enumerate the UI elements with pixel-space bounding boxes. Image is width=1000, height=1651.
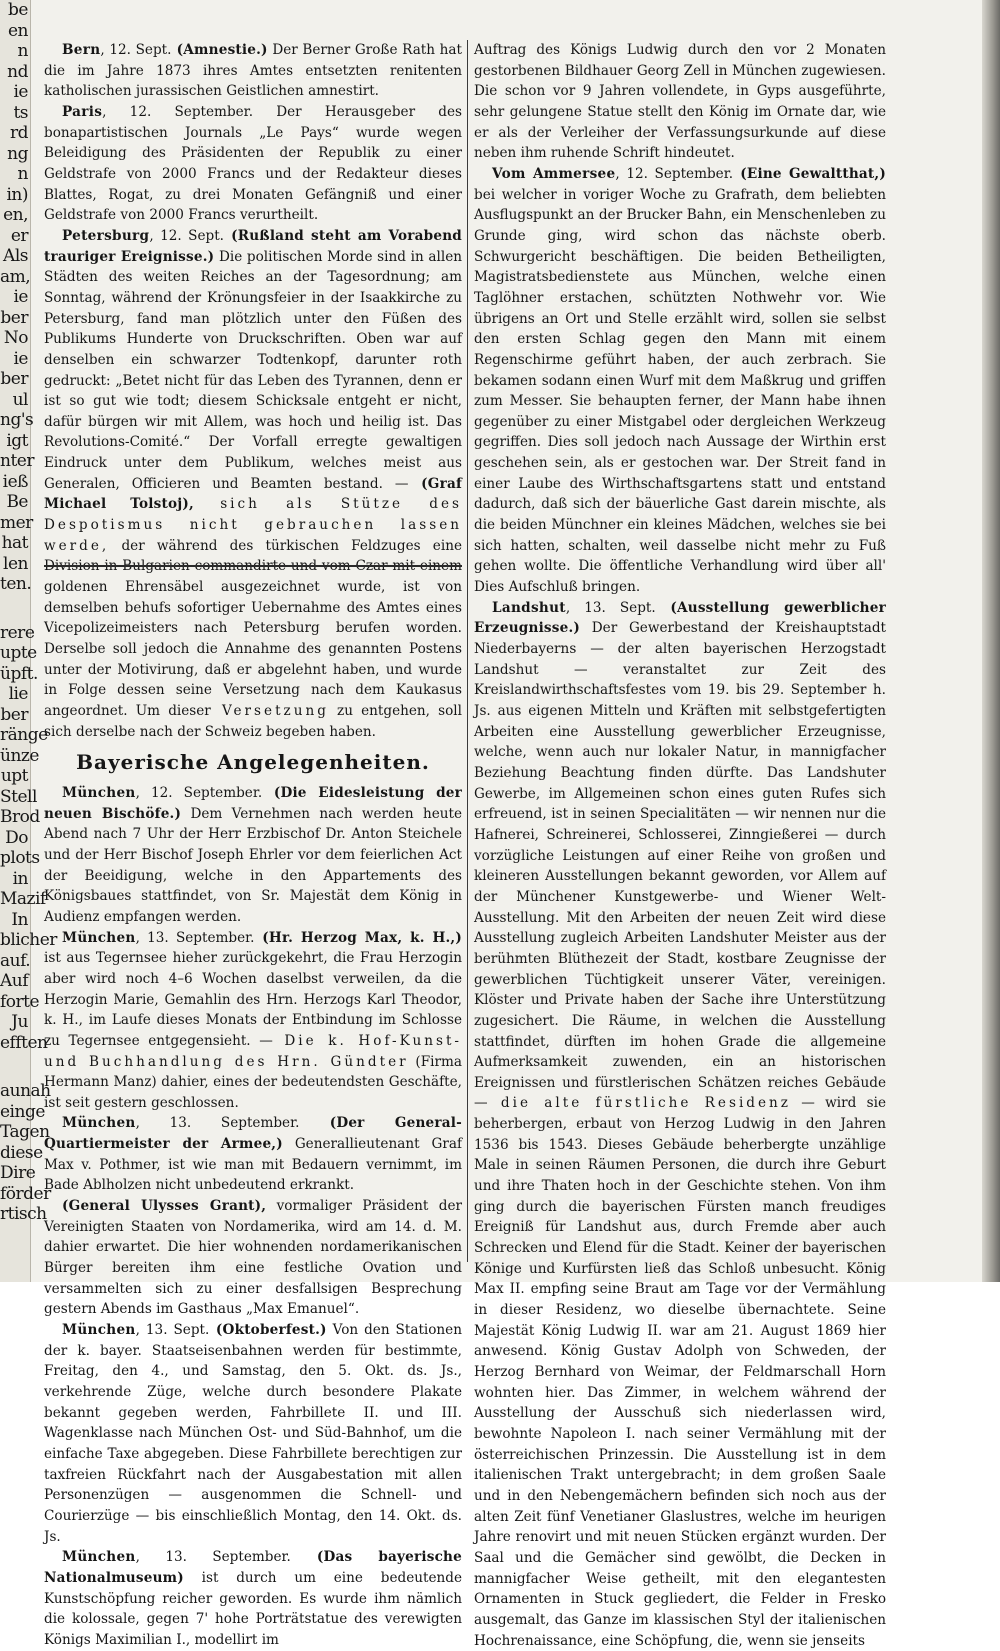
column-divider — [467, 40, 468, 1262]
margin-fragment: rere — [0, 622, 35, 643]
margin-fragment: ts — [13, 102, 28, 123]
page-edge-shadow — [982, 0, 1000, 1282]
margin-fragment: len — [3, 553, 28, 574]
right-column — [474, 40, 886, 1651]
article-date: , 12. Sept. — [149, 227, 225, 244]
margin-fragment: mer — [0, 512, 33, 533]
margin-fragment: In — [11, 909, 28, 930]
margin-fragment: Als — [3, 246, 28, 266]
article-text: vormaliger Präsident der Vereinigten Staaten von Nordamerika, wird am 14. d. M. dahier erwartet. Die hier wohnenden nordamerikanischen Bürger bereiten ihm eine festliche Ovation und versammelten sich zu einer desfallsigen Besprechung gestern Abends im Gasthaus „Max Emanuel“. — [44, 1198, 462, 1318]
margin-fragment: ng — [7, 143, 28, 164]
article-date: , 12. September. — [615, 165, 734, 182]
left-column — [44, 40, 462, 1651]
article — [44, 783, 462, 928]
article — [44, 928, 462, 1114]
article-date: , 13. Sept. — [565, 599, 656, 616]
margin-fragment — [0, 595, 30, 623]
margin-fragment: diese — [0, 1142, 43, 1163]
article-headline: (Oktoberfest.) — [209, 1322, 327, 1339]
margin-fragment: ul — [12, 389, 28, 410]
margin-fragment: Mazif — [0, 889, 46, 909]
article — [44, 1113, 462, 1196]
article — [474, 164, 886, 598]
article-text: Die politischen Morde sind in allen Städten des weiten Reiches an der Tagesordnung; am Sonntag, während der Krönungsfeier in der Isaakkirche zu Petersburg, fand man plötzlich unter den Füßen des Publikums Hunderte von Druckschriften. Oben war auf denselben ein schwarzer Todtenkopf, darunter roth gedruckt: „Betet nicht für das Leben des Tyrannen, denn er ist so gut wie todt; diesem Schicksale entgeht er nicht, dafür bürgen wir mit Allem, was hoch und heilig ist. Das Revolutions-Comité.“ Der Vorfall erregte gewaltigen Eindruck unter dem Publikum, welches meist aus Generalen, Officieren und Beamten bestand. — — [44, 248, 462, 492]
margin-fragment: upte — [0, 643, 37, 663]
margin-fragment: ränge — [0, 725, 48, 745]
article-place: München — [62, 929, 136, 946]
article-text: Von den Stationen der k. bayer. Staatseisenbahnen werden für bestimmte, Freitag, den 4., und Samstag, den 5. Okt. ds. Js., verkehrende Züge, welche durch besondere Plakate bekannt gegeben werden, Fahrbillete II. und III. Wagenklasse nach München Ost- und Süd-Bahnhof, um die einfache Taxe abgegeben. Diese Fahrbillete berechtigen zur taxfreien Rückfahrt nach der Ausgabestation mit allen Personenzügen — ausgenommen die Schnell- und Courierzüge — bis einschließlich Montag, den 14. Okt. ds. Js. — [44, 1322, 462, 1545]
margin-fragment: nter — [0, 451, 34, 471]
margin-fragment: be — [8, 0, 28, 20]
article — [44, 1196, 462, 1320]
article-place: München — [62, 1549, 136, 1566]
margin-fragment: förder — [0, 1183, 51, 1204]
margin-fragment: ber — [0, 369, 28, 389]
margin-fragment: ng's — [0, 410, 34, 430]
article-text: (Firma Hermann Manz) dahier, eines der bedeutendsten Geschäfte, ist seit gestern geschlossen. — [44, 1053, 462, 1111]
margin-fragment: aunah — [0, 1081, 51, 1101]
article-date: , 12. September. — [135, 784, 263, 801]
margin-fragment: ünze — [0, 745, 39, 766]
margin-fragment: Auf — [0, 971, 29, 991]
article — [44, 102, 462, 226]
margin-fragment: er — [10, 225, 28, 246]
margin-fragment: blicher — [0, 930, 57, 950]
margin-fragment: en — [7, 20, 28, 41]
article-text: Der Gewerbestand der Kreishauptstadt Niederbayerns — der alten bayerischen Herzogstadt Landshut — veranstaltet zur Zeit des Kreislandwirthschaftsfestes vom 19. bis 29. September h. Js. aus eigenen Mitteln und Kräften mit selbstgefertigten Arbeiten eine Ausstellung gewerblicher Erzeugnisse, welche, wenn auch nur lokaler Natur, in mannigfacher Beziehung Beachtung finden dürfte. Das Landshuter Gewerbe, im Allgemeinen schon eines guten Rufes sich erfreuend, ist in seinen Specialitäten — wir nennen nur die Hafnerei, Schreinerei, Schlosserei, Zinngießerei — durch vorzügliche Leistungen auf einer Reihe von großen und kleineren Ausstellungen bekannt geworden, vor Allem auf der Münchener Kunstgewerbe- und Wiener Welt-Ausstellung. Mit den Arbeiten der neuen Zeit wird diese Ausstellung zugleich Arbeiten Landshuter Meister aus der berühmten Blüthezeit der Stadt, kostbare Zeugnisse der gewerblichen Tüchtigkeit unserer Väter, vereinigen. Klöster und Private haben der Sache ihre Unterstützung zugesichert. Die Räume, in welchen die Ausstellung stattfindet, dürften im hohen Grade die allgemeine Aufmerksamkeit zuwenden, ein an historischen Ereignissen und fürstlerischen Schätzen reiches Gebäude — — [474, 620, 886, 1112]
article-text: zu entgehen, soll sich derselbe nach der Schweiz begeben haben. — [44, 703, 462, 740]
margin-fragment: üpft. — [0, 663, 38, 684]
margin-fragment: upt — [0, 766, 28, 786]
margin-fragment: Be — [6, 492, 28, 512]
margin-fragment: ber — [0, 704, 28, 725]
margin-fragment: ten. — [0, 574, 32, 594]
margin-fragment: Ju — [11, 1012, 28, 1032]
article-text: — wird sie beherbergen, erbaut von Herzog Ludwig in den Jahren 1536 bis 1543. Dieses Gebäude beherbergte unzählige Male in seinen Räumen Personen, die durch ihre Geburt und ihre Thaten hoch in der Geschichte stehen. Von ihm ging durch die bayerischen Fürsten manch freudiges Ereigniß für Landshut aus, durch Fremde aber auch Schrecken und Elend für die Stadt. Keiner der bayerischen Könige und Kurfürsten ließ das Schloß unbesucht. König Max II. empfing seine Braut am Tage vor der Vermählung in dieser Residenz, wo dieselbe übernachtete. Seine Majestät König Ludwig II. war am 21. August 1869 hier anwesend. König Gustav Adolph von Schweden, der Herzog Bernhard von Weimar, der Feldmarschall Horn wohnten hier. Das Zimmer, in welchem während der Ausstellung der Ausschuß sich niederlassen wird, bewohnte Napoleon I. nach seiner Vermählung mit der österreichischen Prinzessin. Die Ausstellung ist in dem italienischen Trakt untergebracht; in dem großen Saale und in den Nebengemächern befinden sich noch aus der alten Zeit fünf Venetianer Glaslustres, welche im heurigen Jahre renovirt und mit neuen Stücken ergänzt wurden. Der Saal und die Gemächer sind gewölbt, die Decken in mannigfacher Weise getheilt, mit den elegantesten Ornamenten in Stuck gegliedert, die Felder in Fresko ausgemalt, das Ganze im klassischen Styl der italienischen Hochrenaissance, eine Schöpfung, die, wenn sie jenseits — [474, 1095, 887, 1649]
article-headline: (Graf Michael Tolstoj), — [44, 475, 463, 513]
margin-fragment: efften — [0, 1032, 48, 1053]
article-headline: (General Ulysses Grant), — [62, 1198, 267, 1215]
article-place: Petersburg — [62, 227, 150, 244]
article-date: , 13. September. — [135, 1549, 291, 1566]
article — [474, 598, 886, 1651]
section-rule — [44, 565, 462, 567]
margin-fragment: ie — [13, 82, 28, 102]
margin-fragment: plots — [0, 848, 40, 868]
article-text: Der Berner Große Rath hat die im Jahre 1873 ihres Amtes entsetzten renitenten katholischen jurassischen Geistlichen amnestirt. — [44, 42, 462, 100]
article-text: ist durch um eine bedeutende Kunstschöpfung reicher geworden. Es wurde ihm nämlich die kolossale, gegen 7' hohe Porträtstatue des verewigten Königs Maximilian I., modellirt im — [44, 1569, 462, 1648]
article-place: München — [62, 784, 136, 801]
article-emphasis: die alte fürstliche Residenz — [487, 1095, 791, 1112]
margin-fragment: No — [3, 328, 28, 348]
margin-fragment: am, — [0, 266, 31, 287]
margin-fragment: n — [17, 164, 28, 184]
article-headline: (Eine Gewaltthat,) — [733, 165, 886, 182]
article — [44, 1320, 462, 1547]
article-date: , 13. September. — [135, 1115, 300, 1132]
article-headline: (Rußland steht am Vorabend trauriger Ereignisse.) — [44, 227, 462, 265]
margin-fragment: igt — [6, 430, 28, 451]
article-text: der während des türkischen Feldzuges eine goldenen Ehrensäbel ausgezeichnet wurde, ist von demselben behufs sofortiger Uebernahme des Amtes eines Vicepolizeimeisters nach Petersburg berufen worden. Derselbe soll jedoch die Annahme des genannten Postens unter der Motivirung, daß er — [44, 537, 462, 678]
article-date: , 13. Sept. — [135, 1322, 210, 1339]
margin-fragment: auf. — [0, 950, 31, 971]
article-text: Auftrag des Königs Ludwig durch den vor 2 Monaten gestorbenen Bildhauer Georg Zell in München zugewiesen. Die schon vor 9 Jahren vollendete, in Gyps ausgeführte, sehr gelungene Statue stellt den König im Ornate dar, wie er als der Verleiher der Verfassungsurkunde auf diese neben ihm ruhende Schrift hindeutet. — [474, 42, 886, 162]
article-headline: (Die Eidesleistung der neuen Bischöfe.) — [44, 784, 462, 822]
margin-fragment: ieß — [2, 471, 28, 492]
margin-fragment: einge — [0, 1101, 45, 1122]
margin-fragment: rd — [9, 123, 28, 143]
margin-fragment: Brod — [0, 807, 40, 827]
article-text: Dem Vernehmen nach werden heute Abend nach 7 Uhr der Herr Erzbischof Dr. Anton Steichele und der Herr Bischof Joseph Ehrler vor dem feierlichen Act der Beeidigung, welche in den Appartements des Königsbaues stattfindet, von Sr. Majestät dem König in Audienz empfangen werden. — [44, 805, 463, 925]
article-place: München — [62, 1115, 136, 1132]
article-headline: (Amnestie.) — [171, 42, 268, 58]
article-place: Vom Ammersee — [492, 165, 616, 182]
margin-fragment: in) — [6, 184, 28, 205]
article-date: , 12. Sept. — [100, 42, 172, 58]
article-headline: (Das bayerische Nationalmuseum) — [44, 1549, 462, 1586]
article-text: ist aus Tegernsee hieher zurückgekehrt, die Frau Herzogin aber wird noch 4–6 Wochen daselbst verweilen, da die Herzogin Marie, Gemahlin des Hrn. Herzogs Karl Theodor, k. H., im Laufe dieses Monats der Entbindung im Schlosse zu Tegernsee entgegensieht. — — [44, 950, 462, 1049]
margin-fragment: Dire — [0, 1163, 36, 1183]
article-headline: (Ausstellung gewerblicher Erzeugnisse.) — [474, 599, 886, 637]
article-emphasis: Die k. Hof-Kunst- und Buchhandlung des Hrn. Gündter — [44, 1032, 462, 1070]
article-text: Der Herausgeber des bonapartistischen Journals „Le Pays“ wurde wegen Beleidigung des Präsidenten der Republik zu einer Geldstrafe von 2000 Francs und der Redakteur dieses Blattes, Rogat, zu drei Monaten Gefängniß und einer Geldstrafe von 2000 Francs verurtheilt. — [44, 103, 462, 224]
margin-fragment: forte — [0, 991, 40, 1012]
margin-fragment: en, — [3, 205, 28, 225]
margin-fragment: nd — [7, 61, 28, 82]
section-title: Bayerische Angelegenheiten. — [76, 750, 430, 775]
article-text: Generallieutenant Graf Max v. Pothmer, ist wie man mit Bedauern vernimmt, im Bade Ablholzen nicht unbedeutend erkrankt. — [44, 1136, 462, 1194]
article-headline: (Der General-Quartiermeister der Armee,) — [44, 1115, 462, 1153]
margin-fragment: hat — [1, 533, 28, 553]
adjacent-page-edge — [0, 0, 57, 1282]
article — [44, 1547, 462, 1650]
margin-fragment: Do — [5, 827, 28, 848]
article-place: Paris — [62, 103, 103, 120]
margin-fragment: ie — [13, 287, 28, 307]
article-place: Bern — [62, 42, 101, 58]
margin-fragment: ber — [0, 307, 28, 328]
article-date: , 12. September. — [102, 103, 254, 120]
margin-fragment: n — [17, 41, 28, 61]
article-emphasis: Versetzung — [210, 703, 329, 719]
margin-fragment: lie — [8, 684, 28, 704]
article — [44, 40, 462, 102]
article-date: , 13. September. — [135, 929, 255, 946]
article-text: abgelehnt haben, und wurde in Folge dessen seine Versetzung nach dem Kaukasus angeordnet. Um dieser — [44, 661, 462, 719]
article-headline: (Hr. Herzog Max, k. H.,) — [254, 929, 462, 946]
margin-fragment: rtisch — [0, 1204, 47, 1224]
margin-fragment: Stell — [0, 786, 37, 807]
article-text: bei welcher in voriger Woche zu Grafrath, dem beliebten Ausflugspunkt an der Brucker Bahn, ein Menschenleben zu Grunde ging, wird schon das nächste oberb. Schwurgericht beschäftigen. Die beiden Betheiligten, Magistratsbedienstete aus München, welche einen Taglöhner erstachen, schützten Nothwehr vor. Wie übrigens an Ort und Stelle erzählt wird, sollen sie selbst den ersten Schlag gegen den Mann mit einem Regenschirme geführt haben, der auch zerbrach. Sie bekamen sodann einen Wurf mit dem Maßkrug und griffen zum Messer. Sie behaupten ferner, der Mann habe ihnen gegenüber zu einer Mistgabel oder dergleichen Werkzeug gegriffen. Dies soll jedoch nach Aussage der Wirthin erst geschehen sein, als er gestochen war. Der Streit fand in einer Laube des Wirthschaftsgartens statt und entstand dadurch, daß sich der bäuerliche Gast darein mischte, als die beiden Münchner ein kleines Mädchen, welches sie bei sich hatten, schalten, weil dasselbe nicht mehr zu Fuß gehen wollte. Die öffentliche Verhandlung wird über all' Dies Aufschluß bringen. — [474, 186, 886, 596]
article — [474, 40, 886, 164]
margin-fragment — [0, 1053, 30, 1081]
article-place: München — [62, 1322, 136, 1339]
article-emphasis: sich als Stütze des Despotismus nicht gebrauchen lassen werde, — [44, 496, 463, 554]
article-place: Landshut — [492, 599, 566, 616]
article — [44, 226, 462, 742]
margin-fragment: ie — [13, 348, 28, 369]
margin-fragment: Tagen — [0, 1122, 50, 1142]
margin-fragment: in — [12, 868, 28, 889]
